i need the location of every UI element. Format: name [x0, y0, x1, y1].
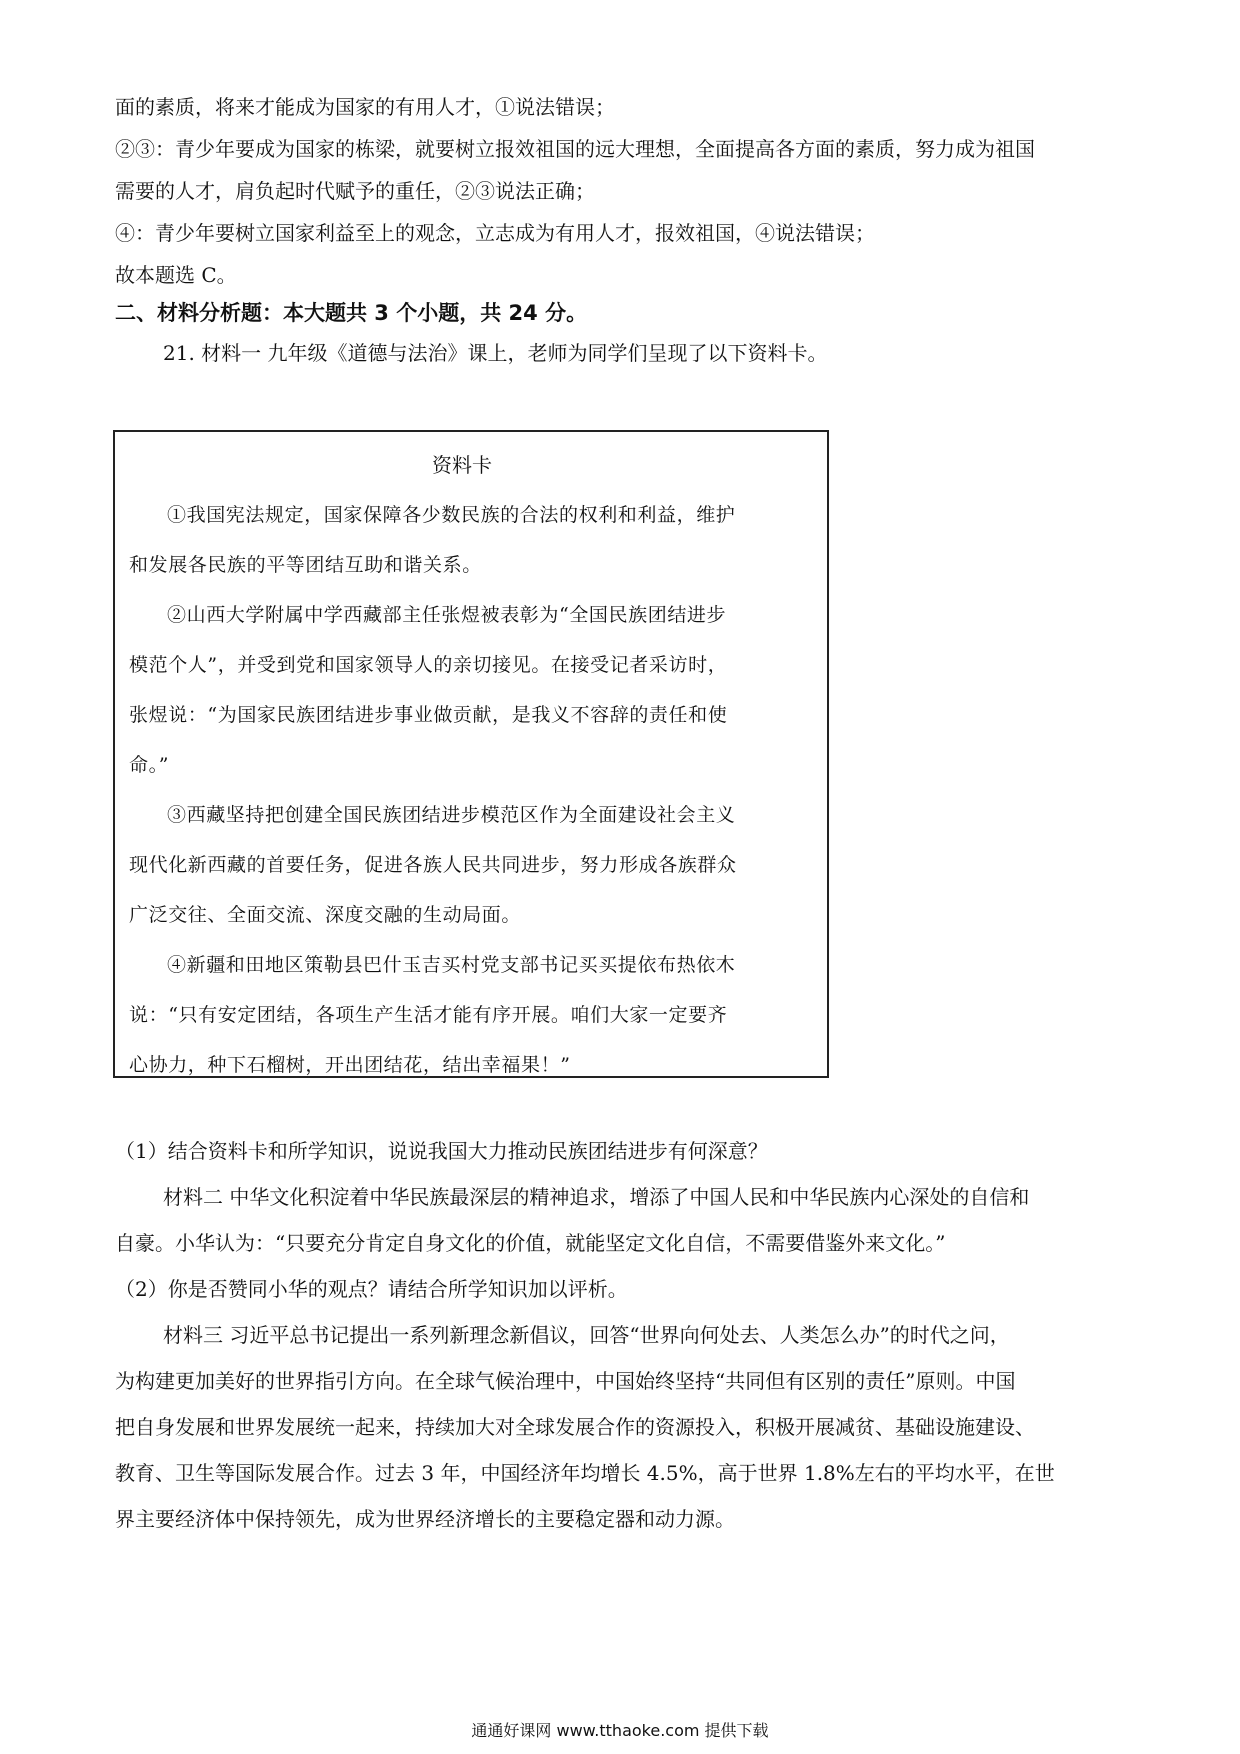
material-2-line-2: 自豪。小华认为：“只要充分肯定自身文化的价值，就能坚定文化自信，不需要借鉴外来文化。”	[115, 1231, 946, 1255]
question-21-intro: 21. 材料一 九年级《道德与法治》课上，老师为同学们呈现了以下资料卡。	[163, 341, 828, 365]
card-item-3: ③西藏坚持把创建全国民族团结进步模范区作为全面建设社会主义 现代化新西藏的首要任务，促进各族人民共同进步，努力形成各族群众 广泛交往、全面交流、深度交融的生动局面。	[129, 804, 737, 926]
card-item-2: ②山西大学附属中学西藏部主任张煜被表彰为“全国民族团结进步 模范个人”，并受到党和国家领导人的亲切接见。在接受记者采访时， 张煜说：“为国家民族团结进步事业做贡献，是我义不容辞的责任和使 命。”	[129, 604, 728, 776]
answer-line-3: 需要的人才，肩负起时代赋予的重任，②③说法正确；	[115, 179, 595, 203]
info-card	[113, 430, 829, 1078]
answer-conclusion: 故本题选 C。	[115, 263, 237, 287]
info-card-title: 资料卡	[432, 453, 492, 477]
card-item-1: ①我国宪法规定，国家保障各少数民族的合法的权利和利益，维护 和发展各民族的平等团结互助和谐关系。	[129, 504, 736, 576]
material-3-line-5: 界主要经济体中保持领先，成为世界经济增长的主要稳定器和动力源。	[115, 1507, 735, 1531]
answer-line-2: ②③：青少年要成为国家的栋梁，就要树立报效祖国的远大理想，全面提高各方面的素质，努力成为祖国	[115, 137, 1035, 161]
questions-section	[115, 1138, 1130, 1552]
material-2-line-1: 材料二 中华文化积淀着中华民族最深层的精神追求，增添了中国人民和中华民族内心深处的自信和	[163, 1185, 1030, 1209]
answer-line-4: ④：青少年要树立国家利益至上的观念，立志成为有用人才，报效祖国，④说法错误；	[115, 221, 875, 245]
material-3-line-1: 材料三 习近平总书记提出一系列新理念新倡议，回答“世界向何处去、人类怎么办”的时代之问，	[163, 1323, 1010, 1347]
answer-line-1: 面的素质，将来才能成为国家的有用人才，①说法错误；	[115, 95, 615, 119]
material-3-line-2: 为构建更加美好的世界指引方向。在全球气候治理中，中国始终坚持“共同但有区别的责任”原则。中国	[115, 1369, 1016, 1393]
section-heading: 二、材料分析题：本大题共 3 个小题，共 24 分。	[115, 301, 588, 325]
card-item-4: ④新疆和田地区策勒县巴什玉吉买村党支部书记买买提依布热依木 说：“只有安定团结，各项生产生活才能有序开展。咱们大家一定要齐 心协力，种下石榴树，开出团结花，结出幸福果！”	[129, 954, 736, 1076]
material-3-line-4: 教育、卫生等国际发展合作。过去 3 年，中国经济年均增长 4.5%，高于世界 1.8%左右的平均水平，在世	[115, 1461, 1055, 1485]
answer-section	[115, 94, 1130, 366]
material-3-line-3: 把自身发展和世界发展统一起来，持续加大对全球发展合作的资源投入，积极开展减贫、基础设施建设、	[115, 1415, 1035, 1439]
question-2: （2）你是否赞同小华的观点？请结合所学知识加以评析。	[115, 1277, 628, 1301]
question-1: （1）结合资料卡和所学知识，说说我国大力推动民族团结进步有何深意？	[115, 1139, 768, 1163]
footer-credit: 通通好课网 www.tthaoke.com 提供下载	[471, 1721, 769, 1740]
